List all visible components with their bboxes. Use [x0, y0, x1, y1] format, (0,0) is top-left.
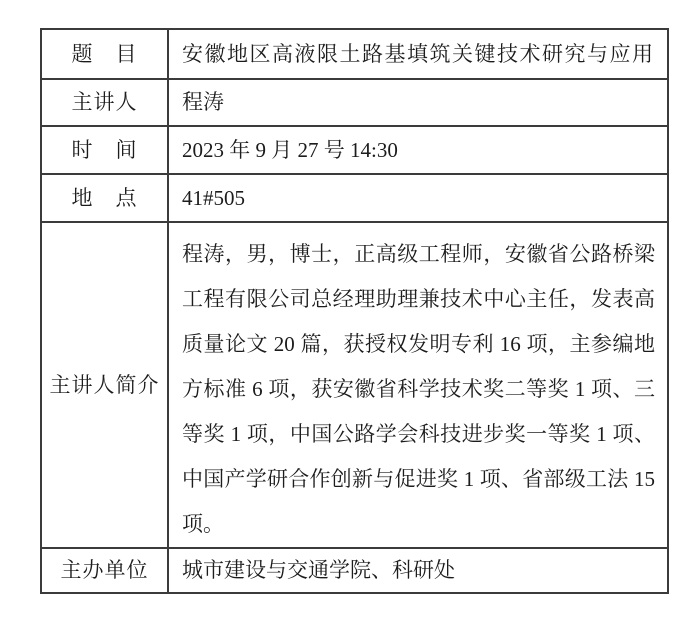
table-row-place	[41, 174, 668, 222]
seminar-info-table	[40, 28, 669, 594]
title-value: 安徽地区高液限土路基填筑关键技术研究与应用	[168, 29, 668, 79]
table-row-speaker-bio	[41, 222, 668, 548]
table-row-speaker	[41, 79, 668, 126]
time-value: 2023 年 9 月 27 号 14:30	[168, 126, 668, 174]
table-row-host	[41, 548, 668, 593]
place-value: 41#505	[168, 174, 668, 222]
time-label: 时 间	[41, 126, 168, 174]
table-row-time	[41, 126, 668, 174]
host-label: 主办单位	[41, 548, 168, 593]
host-value: 城市建设与交通学院、科研处	[168, 548, 668, 593]
title-label: 题 目	[41, 29, 168, 79]
place-label: 地 点	[41, 174, 168, 222]
speaker-value: 程涛	[168, 79, 668, 126]
table-row-title	[41, 29, 668, 79]
speaker-label: 主讲人	[41, 79, 168, 126]
speaker-bio-value: 程涛，男，博士，正高级工程师，安徽省公路桥梁工程有限公司总经理助理兼技术中心主任，发表高质量论文 20 篇，获授权发明专利 16 项，主参编地方标准 6 项，获安徽省科学技术奖二等奖 1 项、三等奖 1 项，中国公路学会科技进步奖一等奖 1 项、中国产学研合作创新与促进奖 1 项、省部级工法 15 项。	[168, 222, 668, 548]
speaker-bio-label: 主讲人简介	[41, 222, 168, 548]
